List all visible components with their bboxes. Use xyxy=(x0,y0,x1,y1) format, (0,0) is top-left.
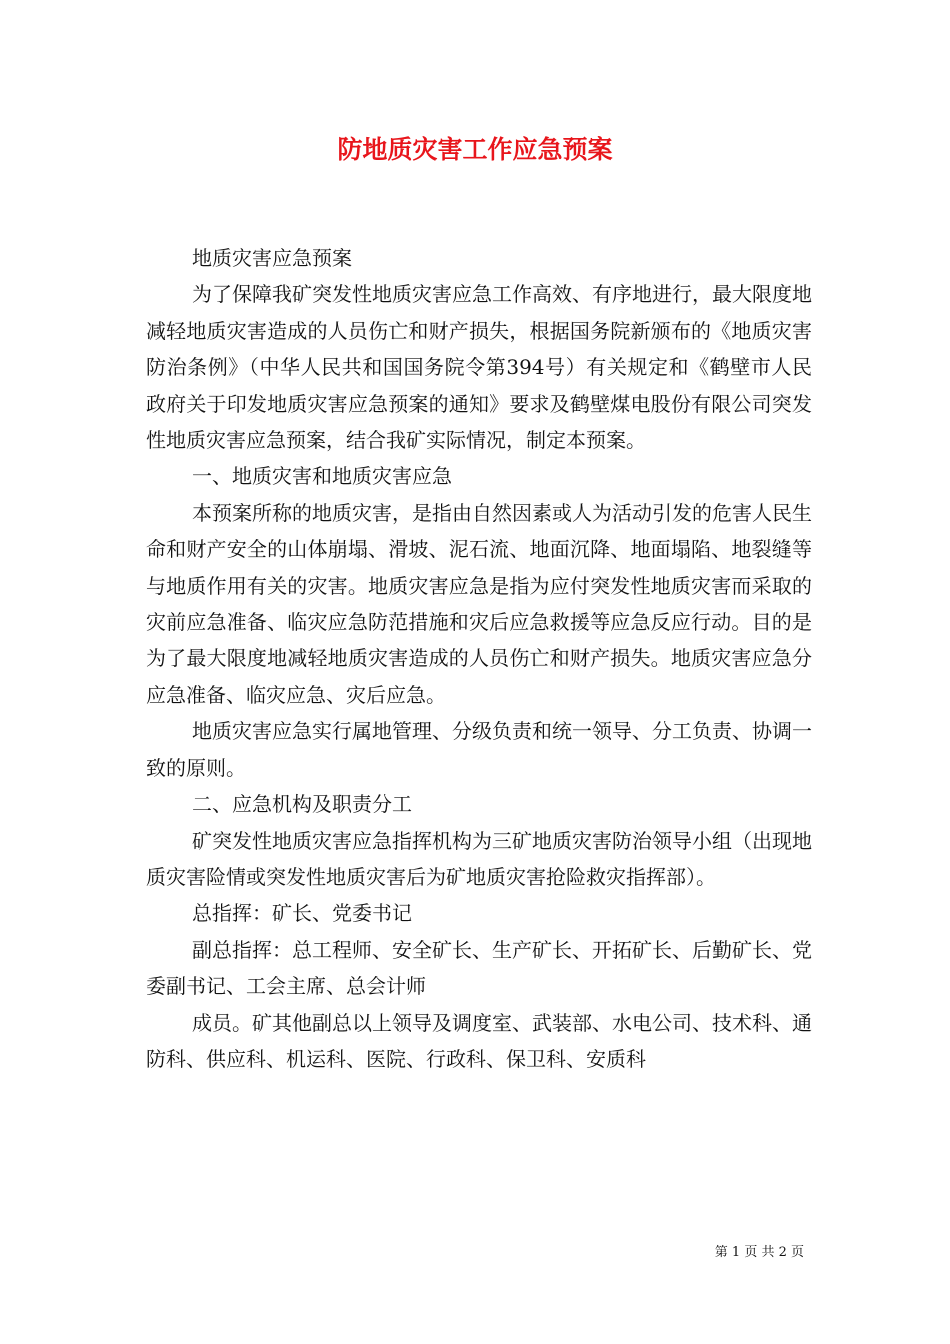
document-title: 防地质灾害工作应急预案 xyxy=(337,135,613,164)
page-number: 第 1 页 共 2 页 xyxy=(714,1245,804,1260)
paragraph: 为了保障我矿突发性地质灾害应急工作高效、有序地进行，最大限度地减轻地质灾害造成的人员伤亡和财产损失，根据国务院新颁布的《地质灾害防治条例》（中华人民共和国国务院令第394号）有关规定和《鹤壁市人民政府关于印发地质灾害应急预案的通知》要求及鹤壁煤电股份有限公司突发性地质灾害应急预案，结合我矿实际情况，制定本预案。 xyxy=(146,282,812,453)
document-body xyxy=(146,240,812,1077)
paragraph: 副总指挥：总工程师、安全矿长、生产矿长、开拓矿长、后勤矿长、党委副书记、工会主席、总会计师 xyxy=(146,937,812,999)
section-heading: 二、应急机构及职责分工 xyxy=(192,792,412,817)
section-heading: 一、地质灾害和地质灾害应急 xyxy=(192,464,452,489)
paragraph: 本预案所称的地质灾害，是指由自然因素或人为活动引发的危害人民生命和财产安全的山体崩塌、滑坡、泥石流、地面沉降、地面塌陷、地裂缝等与地质作用有关的灾害。地质灾害应急是指为应付突发性地质灾害而采取的灾前应急准备、临灾应急防范措施和灾后应急救援等应急反应行动。目的是为了最大限度地减轻地质灾害造成的人员伤亡和财产损失。地质灾害应急分应急准备、临灾应急、灾后应急。 xyxy=(146,500,812,707)
paragraph: 矿突发性地质灾害应急指挥机构为三矿地质灾害防治领导小组（出现地质灾害险情或突发性地质灾害后为矿地质灾害抢险救灾指挥部）。 xyxy=(146,828,812,889)
paragraph: 成员。矿其他副总以上领导及调度室、武装部、水电公司、技术科、通防科、供应科、机运科、医院、行政科、保卫科、安质科 xyxy=(146,1010,812,1071)
paragraph: 地质灾害应急实行属地管理、分级负责和统一领导、分工负责、协调一致的原则。 xyxy=(146,719,812,780)
paragraph: 总指挥：矿长、党委书记 xyxy=(192,901,412,926)
section-heading: 地质灾害应急预案 xyxy=(192,246,352,270)
